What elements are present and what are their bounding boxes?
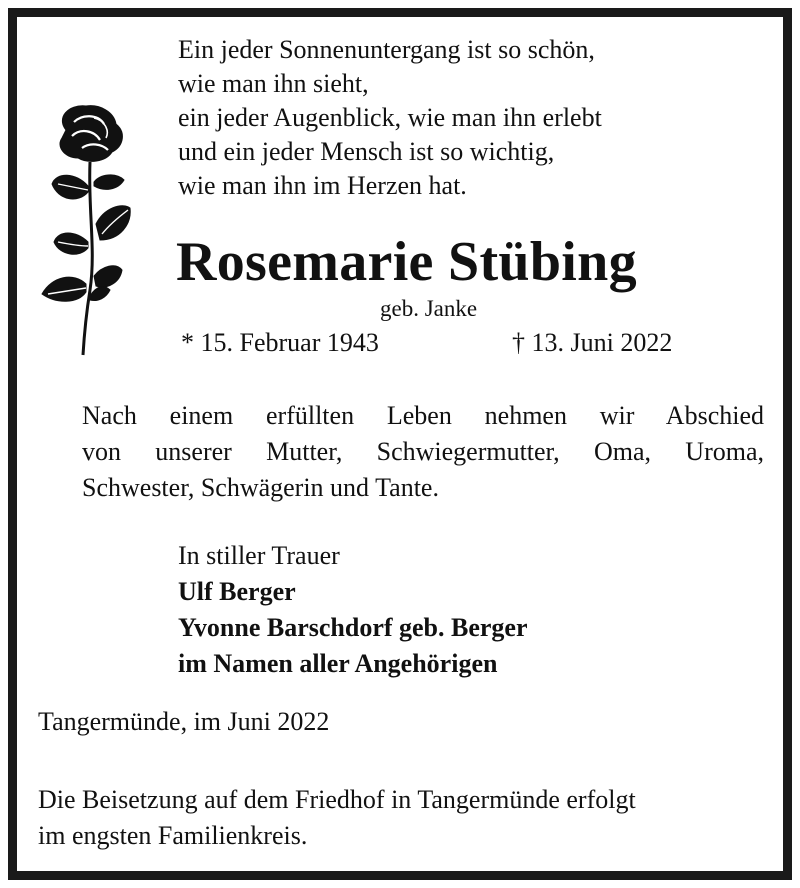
- farewell-line: von unserer Mutter, Schwiegermutter, Oma, Uroma,: [82, 437, 764, 466]
- place-date: Tangermünde, im Juni 2022: [38, 707, 330, 736]
- farewell-text: [82, 398, 764, 506]
- burial-line: Die Beisetzung auf dem Friedhof in Tangermünde erfolgt: [38, 785, 636, 814]
- poem-line: Ein jeder Sonnenuntergang ist so schön,: [178, 35, 595, 64]
- poem-line: wie man ihn sieht,: [178, 69, 369, 98]
- poem-line: wie man ihn im Herzen hat.: [178, 171, 467, 200]
- death-date: † 13. Juni 2022: [512, 328, 673, 357]
- signer-name: Yvonne Barschdorf geb. Berger: [178, 613, 528, 642]
- deceased-name: Rosemarie Stübing: [176, 231, 637, 293]
- rose-icon: [38, 100, 133, 360]
- birth-date: * 15. Februar 1943: [181, 328, 379, 357]
- burial-line: im engsten Familienkreis.: [38, 821, 308, 850]
- poem-line: und ein jeder Mensch ist so wichtig,: [178, 137, 555, 166]
- birth-name: geb. Janke: [380, 296, 478, 321]
- poem-line: ein jeder Augenblick, wie man ihn erlebt: [178, 103, 602, 132]
- poem: [178, 33, 602, 203]
- burial-notice: [38, 782, 636, 854]
- farewell-line: Nach einem erfüllten Leben nehmen wir Abschied: [82, 401, 764, 430]
- signers: [178, 538, 528, 682]
- farewell-line: Schwester, Schwägerin und Tante.: [82, 473, 439, 502]
- signers-intro: In stiller Trauer: [178, 541, 340, 570]
- signer-name: Ulf Berger: [178, 577, 296, 606]
- signer-name: im Namen aller Angehörigen: [178, 649, 498, 678]
